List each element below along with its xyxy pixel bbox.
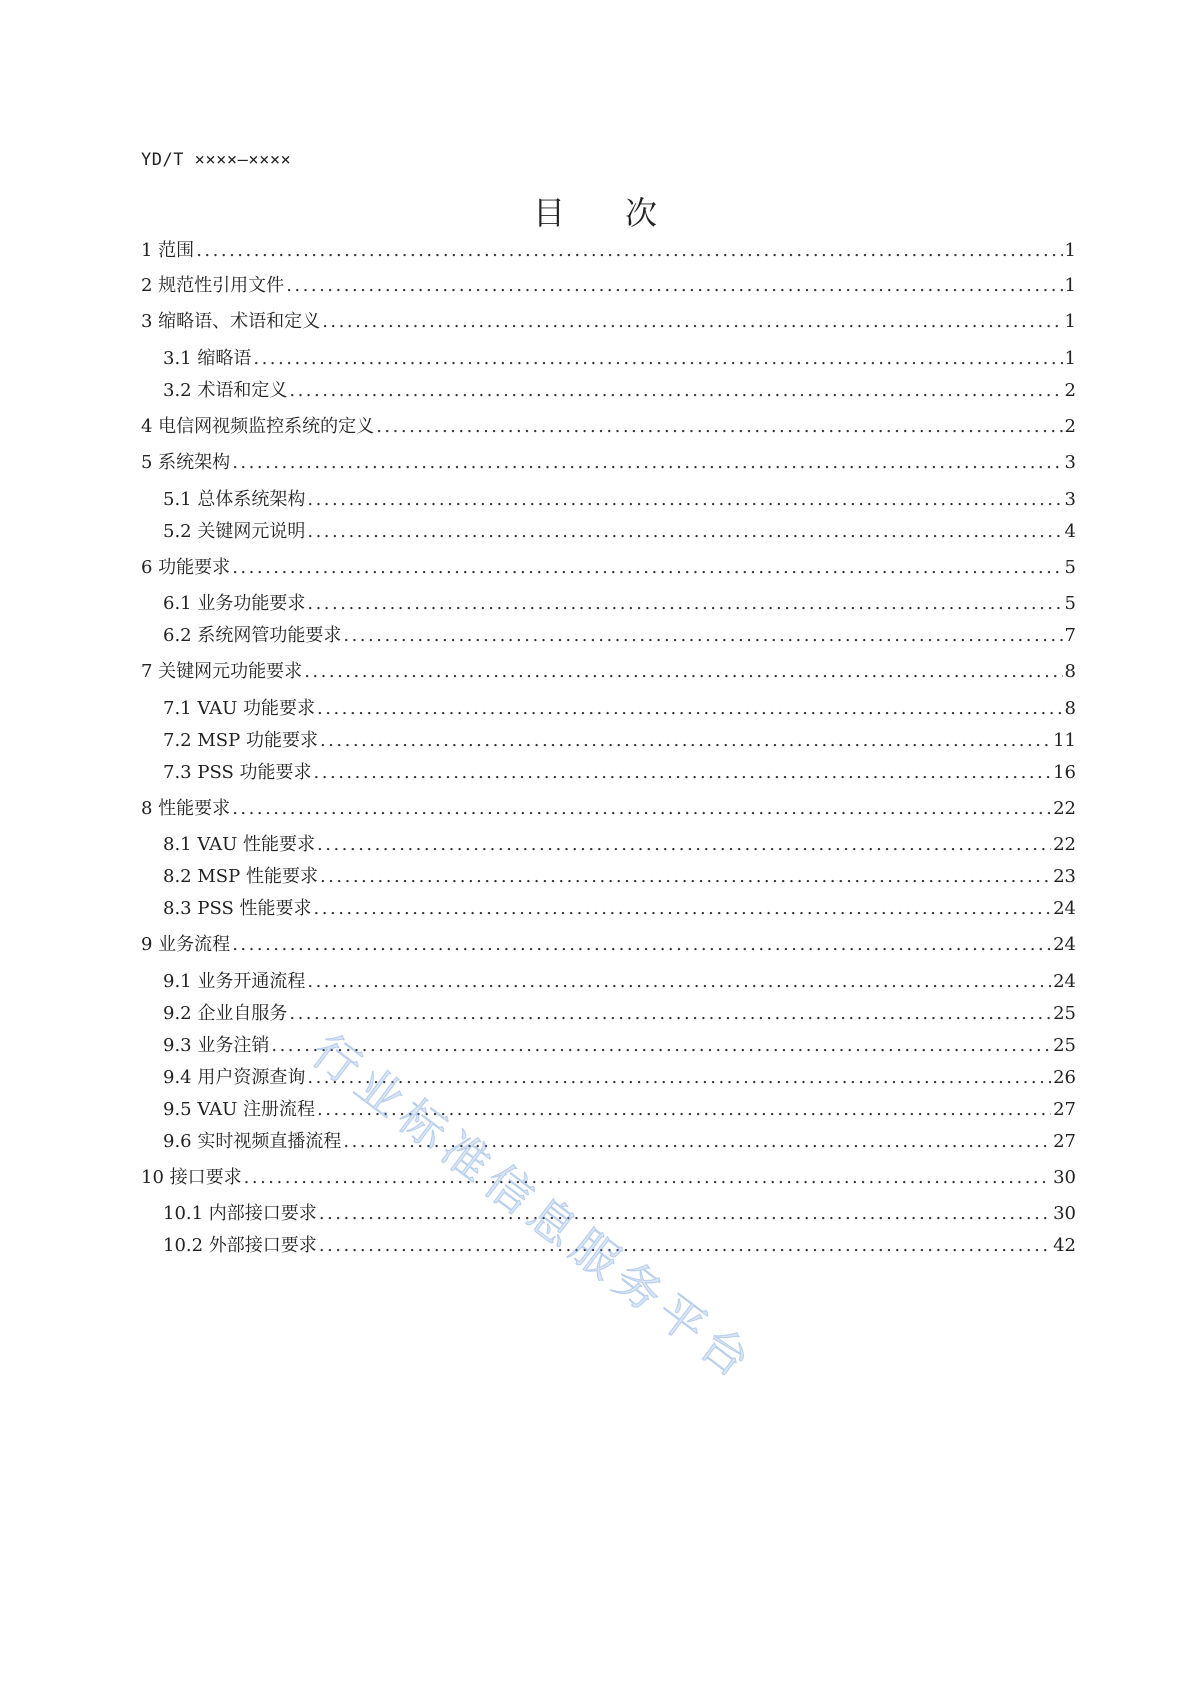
toc-leader-dots — [289, 1001, 1051, 1027]
toc-entry-label: 10.2 外部接口要求 — [163, 1235, 317, 1256]
toc-leader-dots — [244, 1165, 1051, 1191]
toc-entry-label: 7.2 MSP 功能要求 — [163, 730, 318, 751]
toc-entry[interactable] — [141, 450, 1076, 476]
toc-leader-dots — [232, 555, 1062, 581]
toc-leader-dots — [232, 932, 1051, 958]
toc-entry-page-number: 11 — [1053, 730, 1076, 751]
toc-entry-label: 9.2 企业自服务 — [163, 1003, 288, 1024]
toc-entry[interactable] — [141, 659, 1076, 685]
toc-entry-label: 9.3 业务注销 — [163, 1035, 270, 1056]
toc-entry-label: 5 系统架构 — [141, 452, 231, 473]
toc-leader-dots — [232, 796, 1051, 822]
toc-entry[interactable] — [163, 519, 1076, 545]
toc-entry[interactable] — [163, 1065, 1076, 1091]
toc-entry-page-number: 5 — [1064, 593, 1076, 614]
toc-leader-dots — [320, 728, 1051, 754]
toc-entry-label: 7.3 PSS 功能要求 — [163, 762, 312, 783]
toc-entry-label: 2 规范性引用文件 — [141, 275, 285, 296]
toc-entry-label: 9.4 用户资源查询 — [163, 1067, 306, 1088]
toc-entry-page-number: 25 — [1053, 1035, 1076, 1056]
toc-entry[interactable] — [163, 864, 1076, 890]
toc-entry-label: 6 功能要求 — [141, 557, 231, 578]
toc-leader-dots — [320, 864, 1051, 890]
toc-entry-label: 7 关键网元功能要求 — [141, 661, 303, 682]
toc-leader-dots — [343, 1129, 1051, 1155]
toc-leader-dots — [253, 346, 1062, 372]
toc-entry-page-number: 22 — [1053, 834, 1076, 855]
toc-entry-page-number: 1 — [1064, 275, 1076, 296]
toc-entry-label: 3 缩略语、术语和定义 — [141, 311, 321, 332]
toc-entry[interactable] — [163, 1033, 1076, 1059]
toc-entry-page-number: 24 — [1053, 934, 1076, 955]
toc-entry[interactable] — [141, 932, 1076, 958]
toc-entry-page-number: 2 — [1064, 380, 1076, 401]
toc-leader-dots — [307, 969, 1051, 995]
toc-entry-page-number: 16 — [1053, 762, 1076, 783]
toc-entry[interactable] — [163, 623, 1076, 649]
toc-leader-dots — [314, 760, 1052, 786]
toc-entry[interactable] — [163, 591, 1076, 617]
toc-entry-page-number: 30 — [1053, 1203, 1076, 1224]
watermark: 行业标准信息服务平台 — [301, 1023, 766, 1392]
toc-entry-page-number: 3 — [1064, 452, 1076, 473]
toc-entry-label: 4 电信网视频监控系统的定义 — [141, 416, 375, 437]
toc-entry-label: 7.1 VAU 功能要求 — [163, 698, 316, 719]
toc-entry[interactable] — [163, 346, 1076, 372]
toc-entry-page-number: 7 — [1064, 625, 1076, 646]
toc-entry[interactable] — [163, 728, 1076, 754]
toc-entry[interactable] — [163, 487, 1076, 513]
toc-leader-dots — [322, 309, 1062, 335]
toc-entry[interactable] — [163, 896, 1076, 922]
toc-entry[interactable] — [163, 1233, 1076, 1259]
toc-leader-dots — [307, 591, 1062, 617]
toc-entry-label: 3.2 术语和定义 — [163, 380, 288, 401]
toc-entry-page-number: 1 — [1064, 348, 1076, 369]
toc-entry-page-number: 4 — [1064, 521, 1076, 542]
toc-leader-dots — [307, 519, 1062, 545]
toc-entry[interactable] — [163, 378, 1076, 404]
toc-entry-page-number: 8 — [1064, 661, 1076, 682]
toc-leader-dots — [304, 659, 1062, 685]
toc-entry-label: 10 接口要求 — [141, 1167, 242, 1188]
toc-leader-dots — [286, 273, 1062, 299]
toc-entry[interactable] — [141, 796, 1076, 822]
toc-entry-label: 6.1 业务功能要求 — [163, 593, 306, 614]
toc-entry-label: 9.1 业务开通流程 — [163, 971, 306, 992]
toc-entry-page-number: 24 — [1053, 971, 1076, 992]
toc-entry[interactable] — [141, 414, 1076, 440]
toc-leader-dots — [307, 1065, 1051, 1091]
toc-entry-label: 9.5 VAU 注册流程 — [163, 1099, 316, 1120]
toc-leader-dots — [343, 623, 1062, 649]
toc-leader-dots — [196, 238, 1062, 264]
toc-entry[interactable] — [163, 832, 1076, 858]
toc-entry-label: 10.1 内部接口要求 — [163, 1203, 317, 1224]
toc-entry-page-number: 23 — [1053, 866, 1076, 887]
toc-entry-page-number: 2 — [1064, 416, 1076, 437]
toc-entry-page-number: 30 — [1053, 1167, 1076, 1188]
toc-entry-page-number: 1 — [1064, 311, 1076, 332]
toc-entry-label: 8.2 MSP 性能要求 — [163, 866, 318, 887]
toc-leader-dots — [319, 1233, 1051, 1259]
toc-leader-dots — [307, 487, 1062, 513]
toc-entry-page-number: 25 — [1053, 1003, 1076, 1024]
toc-entry-label: 1 范围 — [141, 240, 195, 261]
toc-title: 目次 — [532, 194, 717, 232]
toc-entry[interactable] — [163, 1129, 1076, 1155]
toc-entry-page-number: 27 — [1053, 1131, 1076, 1152]
toc-entry[interactable] — [163, 969, 1076, 995]
toc-entry-label: 3.1 缩略语 — [163, 348, 252, 369]
toc-entry[interactable] — [141, 555, 1076, 581]
toc-leader-dots — [314, 896, 1052, 922]
toc-entry-page-number: 3 — [1064, 489, 1076, 510]
toc-entry-label: 5.2 关键网元说明 — [163, 521, 306, 542]
toc-entry-page-number: 42 — [1053, 1235, 1076, 1256]
toc-entry-label: 5.1 总体系统架构 — [163, 489, 306, 510]
toc-entry-page-number: 5 — [1064, 557, 1076, 578]
toc-entry-page-number: 8 — [1064, 698, 1076, 719]
toc-leader-dots — [271, 1033, 1051, 1059]
toc-entry-page-number: 22 — [1053, 798, 1076, 819]
toc-leader-dots — [317, 832, 1051, 858]
toc-entry[interactable] — [163, 1201, 1076, 1227]
toc-entry[interactable] — [163, 1001, 1076, 1027]
toc-entry[interactable] — [141, 273, 1076, 299]
toc-entry-label: 8 性能要求 — [141, 798, 231, 819]
toc-entry-page-number: 24 — [1053, 898, 1076, 919]
toc-entry[interactable] — [163, 760, 1076, 786]
toc-leader-dots — [232, 450, 1062, 476]
toc-entry[interactable] — [141, 238, 1076, 264]
toc-leader-dots — [376, 414, 1062, 440]
toc-entry-label: 9.6 实时视频直播流程 — [163, 1131, 342, 1152]
toc-leader-dots — [289, 378, 1062, 404]
toc-entry-label: 8.1 VAU 性能要求 — [163, 834, 316, 855]
toc-leader-dots — [317, 696, 1063, 722]
toc-entry-page-number: 27 — [1053, 1099, 1076, 1120]
toc-entry-label: 6.2 系统网管功能要求 — [163, 625, 342, 646]
toc-entry[interactable] — [141, 309, 1076, 335]
toc-entry-label: 8.3 PSS 性能要求 — [163, 898, 312, 919]
toc-entry-label: 9 业务流程 — [141, 934, 231, 955]
toc-entry[interactable] — [163, 1097, 1076, 1123]
toc-entry[interactable] — [163, 696, 1076, 722]
toc-entry[interactable] — [141, 1165, 1076, 1191]
toc-leader-dots — [317, 1097, 1051, 1123]
toc-entry-page-number: 1 — [1064, 240, 1076, 261]
document-header-code: YD/T ××××—×××× — [141, 150, 292, 170]
toc-leader-dots — [319, 1201, 1051, 1227]
toc-entry-page-number: 26 — [1053, 1067, 1076, 1088]
